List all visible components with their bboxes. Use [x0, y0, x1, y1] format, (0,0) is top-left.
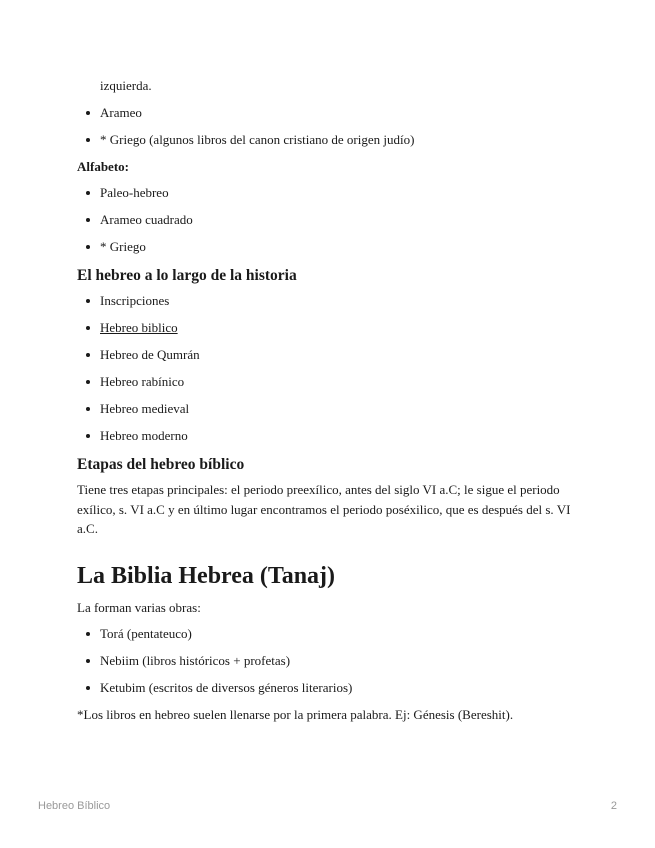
languages-list [77, 103, 577, 150]
list-item: Paleo-hebreo [77, 183, 577, 203]
list-item: Hebreo moderno [77, 426, 577, 446]
list-item: Nebiim (libros históricos + profetas) [77, 651, 577, 671]
history-heading: El hebreo a lo largo de la historia [77, 267, 297, 284]
list-item: Inscripciones [77, 291, 577, 311]
page-content [77, 76, 577, 725]
tanaj-intro: La forman varias obras: [77, 599, 201, 615]
continuation-text: izquierda. [100, 78, 152, 93]
alphabet-label: Alfabeto: [77, 159, 129, 174]
list-item: * Griego [77, 237, 577, 257]
hebreo-biblico-link[interactable]: Hebreo biblico [100, 320, 178, 335]
list-item: Hebreo rabínico [77, 372, 577, 392]
list-item: Ketubim (escritos de diversos géneros literarios) [77, 678, 577, 698]
page-number: 2 [610, 800, 617, 812]
tanaj-list [77, 624, 577, 698]
history-list [77, 291, 577, 446]
list-item: Hebreo de Qumrán [77, 345, 577, 365]
tanaj-note: *Los libros en hebreo suelen llenarse por la primera palabra. Ej: Génesis (Bereshit). [77, 707, 514, 722]
list-item [77, 318, 577, 338]
list-item: * Griego (algunos libros del canon cristiano de origen judío) [77, 130, 577, 150]
stages-heading: Etapas del hebreo bíblico [77, 456, 245, 473]
alphabet-list [77, 183, 577, 257]
footer-title: Hebreo Bíblico [38, 800, 111, 812]
list-item: Torá (pentateuco) [77, 624, 577, 644]
tanaj-heading: La Biblia Hebrea (Tanaj) [77, 562, 336, 589]
stages-paragraph: Tiene tres etapas principales: el periodo preexílico, antes del siglo VI a.C; le sigue el periodo exílico, s. VI a.C y en último lugar encontramos el periodo poséxilico, que es después del s. VI a.C. [77, 482, 571, 536]
list-item: Hebreo medieval [77, 399, 577, 419]
list-item: Arameo [77, 103, 577, 123]
list-item: Arameo cuadrado [77, 210, 577, 230]
